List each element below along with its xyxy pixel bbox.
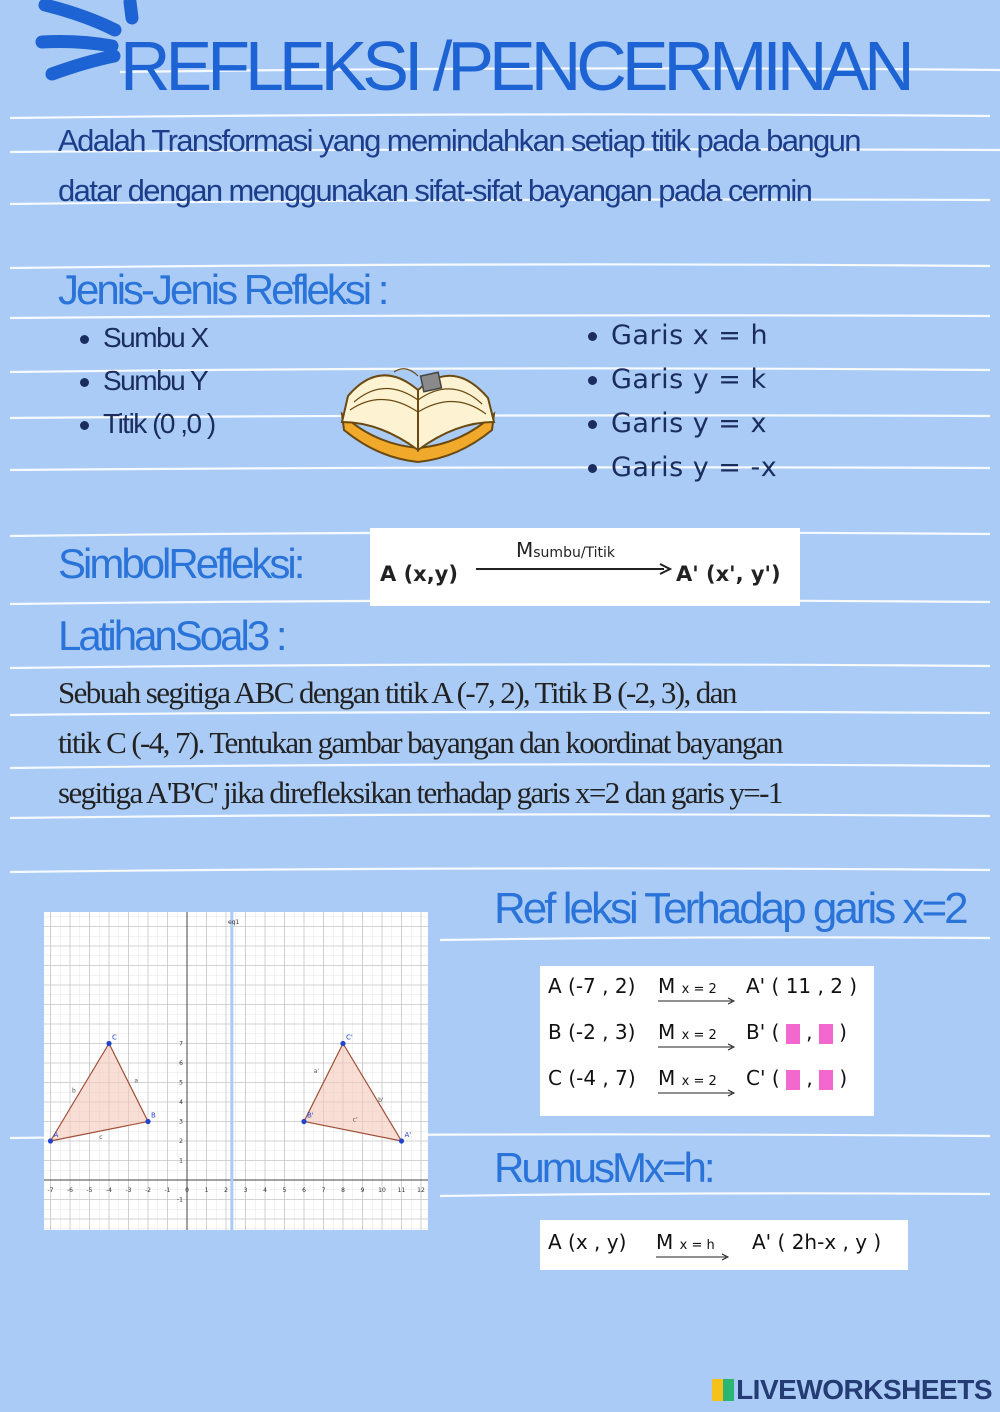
- liveworksheets-logo-icon: [712, 1379, 734, 1401]
- x-tick-label: 10: [378, 1187, 386, 1194]
- side-label: c: [99, 1134, 103, 1142]
- x-tick-label: 9: [360, 1187, 365, 1194]
- map-row-a-result: A' ( 11 , 2 ): [746, 974, 858, 998]
- side-label: a': [313, 1067, 320, 1075]
- map-row-c: C (-4 , 7): [548, 1066, 636, 1090]
- y-tick-label: 1: [179, 1157, 183, 1165]
- vertex-point: [301, 1119, 306, 1124]
- bullet-icon: [588, 376, 597, 385]
- question-line-3: segitiga A'B'C' jika direfleksikan terhadap garis x=2 dan garis y=-1: [58, 775, 782, 810]
- x-tick-label: 6: [302, 1187, 306, 1194]
- open-book-icon: [334, 352, 502, 470]
- y-tick-label: 2: [179, 1138, 183, 1145]
- arrow-right-icon: [658, 1088, 736, 1098]
- simbol-to: A' (x', y'): [676, 562, 781, 586]
- jenis-item-garis-y-neg-x: Garis y = -x: [588, 452, 777, 483]
- side-label: b': [378, 1097, 384, 1104]
- vertex-label: A': [404, 1131, 412, 1139]
- vertex-label: A: [53, 1131, 59, 1139]
- arrow-right-icon: [656, 1252, 730, 1262]
- vertex-point: [106, 1041, 111, 1046]
- y-tick-label: 7: [179, 1040, 183, 1048]
- answer-input-by[interactable]: [819, 1024, 833, 1044]
- x-tick-label: -2: [145, 1187, 151, 1194]
- rumus-m: M x = h: [656, 1230, 715, 1254]
- map-row-a: A (-7 , 2): [548, 974, 636, 998]
- vertex-label: C: [112, 1033, 117, 1042]
- bullet-icon: [588, 332, 597, 341]
- jenis-item-garis-y-k: Garis y = k: [588, 364, 767, 395]
- arrow-right-icon: [476, 562, 672, 576]
- map-row-c-m: M x = 2: [658, 1066, 717, 1090]
- bullet-icon: [588, 464, 597, 473]
- x-tick-label: 0: [185, 1187, 189, 1194]
- x-tick-label: 12: [417, 1187, 425, 1194]
- x-tick-label: -3: [125, 1187, 132, 1194]
- rumus-box: [540, 1220, 908, 1270]
- map-row-c-result: C' ( , ): [746, 1066, 848, 1090]
- question-line-2: titik C (-4, 7). Tentukan gambar bayangan dan koordinat bayangan: [58, 725, 782, 760]
- vertex-label: C': [346, 1033, 353, 1042]
- x-tick-label: -1: [164, 1187, 171, 1194]
- x-tick-label: 11: [397, 1187, 406, 1194]
- latihan-heading: LatihanSoal3 :: [58, 612, 285, 659]
- x-tick-label: 2: [224, 1187, 228, 1194]
- bullet-icon: [80, 335, 89, 344]
- x-tick-label: 4: [263, 1187, 267, 1194]
- vertex-point: [340, 1041, 345, 1046]
- simbol-box: [370, 528, 800, 606]
- simbol-from: A (x,y): [380, 562, 458, 586]
- x-tick-label: 7: [321, 1187, 326, 1194]
- rumus-from: A (x , y): [548, 1230, 627, 1254]
- x-tick-label: -4: [106, 1187, 112, 1194]
- answer-input-cy[interactable]: [819, 1070, 833, 1090]
- jenis-item-sumbu-x: Sumbu X: [80, 322, 208, 354]
- simbol-m: Msumbu/Titik: [516, 538, 616, 562]
- arrow-right-icon: [658, 996, 736, 1006]
- vertex-point: [145, 1119, 150, 1124]
- map-row-a-m: M x = 2: [658, 974, 717, 998]
- mapping-box: [540, 966, 874, 1116]
- arrow-right-icon: [658, 1042, 736, 1052]
- x-tick-label: 5: [282, 1187, 287, 1194]
- coordinate-graph: [44, 912, 428, 1230]
- vertex-point: [48, 1138, 53, 1143]
- x-tick-label: -6: [67, 1187, 73, 1194]
- rumus-heading: RumusMx=h:: [494, 1144, 713, 1191]
- jenis-item-titik: Titik (0 ,0 ): [80, 408, 215, 440]
- y-tick-label: 5: [179, 1079, 183, 1087]
- eq-label: eq1: [227, 919, 240, 926]
- side-label: b: [71, 1087, 76, 1095]
- jenis-item-garis-x-h: Garis x = h: [588, 320, 768, 351]
- vertex-label: B: [151, 1111, 156, 1120]
- intro-text: [58, 116, 978, 216]
- brand-logo: LIVEWORKSHEETS: [712, 1374, 992, 1406]
- jenis-heading: Jenis-Jenis Refleksi :: [58, 266, 387, 313]
- map-row-b: B (-2 , 3): [548, 1020, 636, 1044]
- intro-line-2: datar dengan menggunakan sifat-sifat bayangan pada cermin: [58, 173, 812, 208]
- refleksi-x2-heading: Ref leksi Terhadap garis x=2: [494, 884, 966, 933]
- answer-input-bx[interactable]: [786, 1024, 800, 1044]
- x-tick-label: -5: [86, 1187, 93, 1194]
- vertex-point: [399, 1138, 404, 1143]
- y-tick-label: 3: [179, 1118, 183, 1126]
- question-line-1: Sebuah segitiga ABC dengan titik A (-7, 2), Titik B (-2, 3), dan: [58, 675, 736, 710]
- map-row-b-m: M x = 2: [658, 1020, 717, 1044]
- x-tick-label: -7: [47, 1187, 54, 1194]
- x-tick-label: 8: [341, 1187, 345, 1194]
- x-tick-label: 1: [204, 1187, 209, 1194]
- page-title: REFLEKSI /PENCERMINAN: [120, 27, 910, 105]
- vertex-label: B': [307, 1111, 314, 1120]
- simbol-heading: SimbolRefleksi:: [58, 540, 303, 587]
- side-label: a: [134, 1077, 139, 1085]
- answer-input-cx[interactable]: [786, 1070, 800, 1090]
- bullet-icon: [80, 421, 89, 430]
- bullet-icon: [80, 378, 89, 387]
- side-label: c': [352, 1116, 358, 1124]
- y-tick-label: -1: [177, 1196, 183, 1204]
- map-row-b-result: B' ( , ): [746, 1020, 847, 1044]
- x-tick-label: 3: [243, 1187, 248, 1194]
- jenis-item-garis-y-x: Garis y = x: [588, 408, 767, 439]
- question-text: [58, 668, 958, 818]
- y-tick-label: 4: [179, 1099, 183, 1106]
- intro-line-1: Adalah Transformasi yang memindahkan setiap titik pada bangun: [58, 123, 860, 158]
- jenis-item-sumbu-y: Sumbu Y: [80, 365, 207, 397]
- y-tick-label: 6: [179, 1060, 183, 1067]
- bullet-icon: [588, 420, 597, 429]
- rumus-to: A' ( 2h-x , y ): [752, 1230, 882, 1254]
